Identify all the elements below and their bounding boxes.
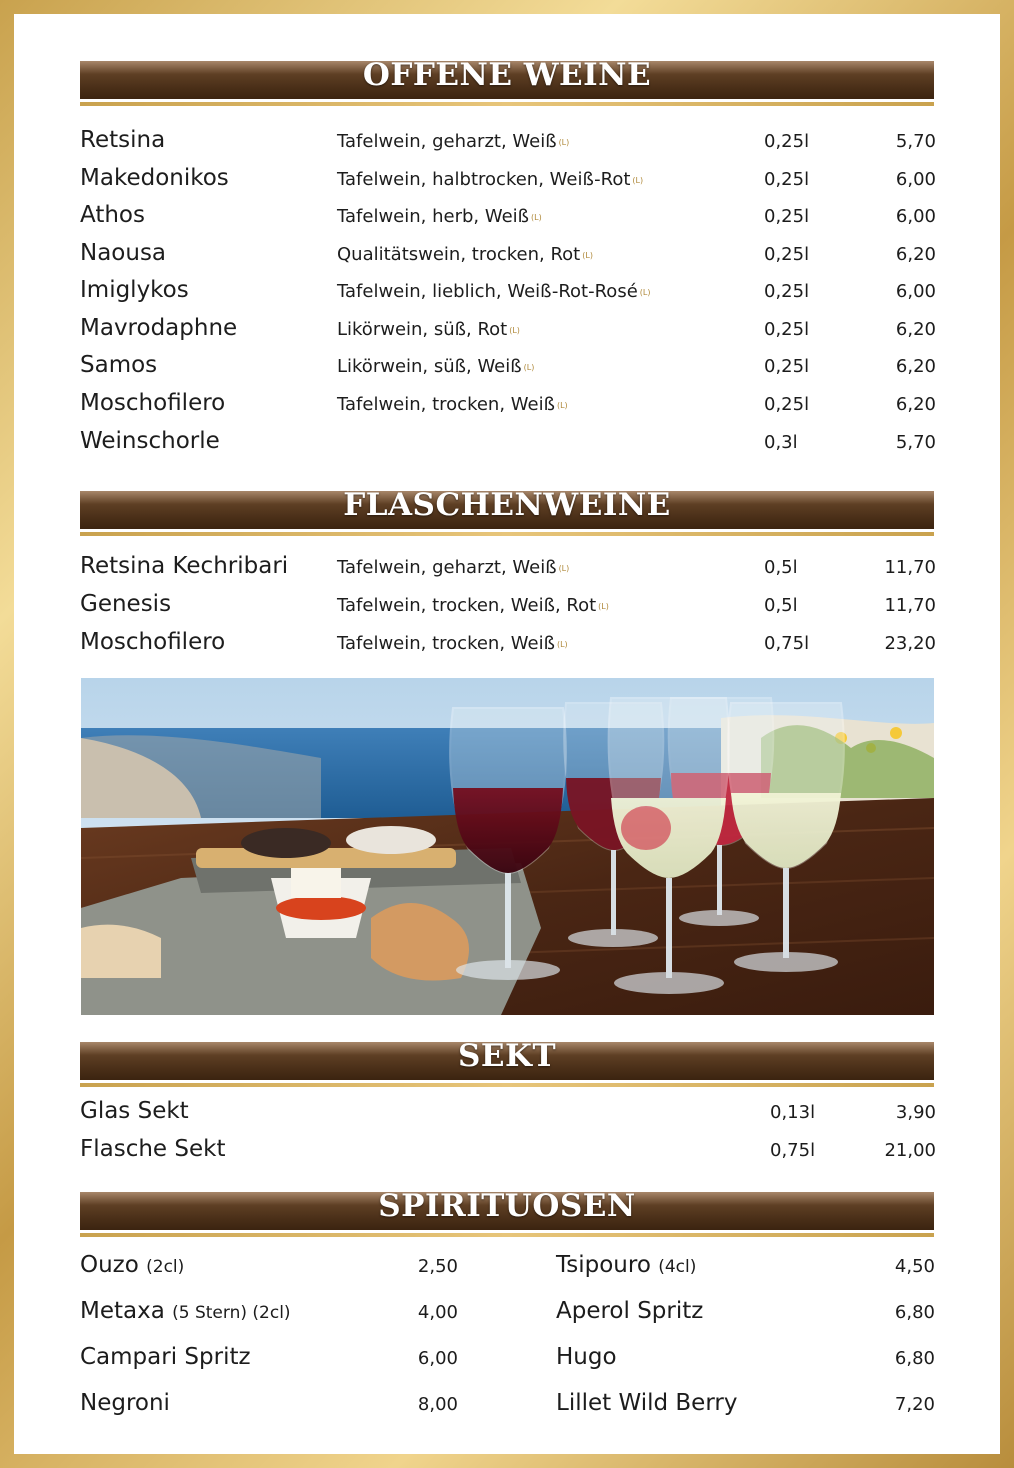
- wine-desc: Likörwein, süß, Rot (L): [337, 319, 520, 340]
- spirit-name: Metaxa (5 Stern) (2cl): [80, 1298, 291, 1324]
- wine-price: 6,00: [895, 206, 936, 227]
- wine-desc: Tafelwein, lieblich, Weiß-Rot-Rosé (L): [337, 281, 651, 302]
- wine-name: Naousa: [80, 240, 167, 266]
- wine-price: 6,00: [895, 169, 936, 190]
- wine-name: Moschofilero: [80, 390, 226, 416]
- wine-desc: Tafelwein, geharzt, Weiß (L): [337, 557, 570, 578]
- wine-volume: 0,25l: [764, 169, 810, 190]
- wine-desc: Tafelwein, trocken, Weiß, Rot (L): [337, 595, 609, 616]
- sekt-row: [80, 1136, 940, 1172]
- sekt-name: Glas Sekt: [80, 1098, 189, 1124]
- spirit-row: [80, 1298, 458, 1338]
- section-title: SEKT: [457, 1038, 557, 1074]
- allergen-tag: (L): [632, 175, 644, 185]
- spirit-price: 2,50: [417, 1256, 458, 1277]
- section-header-offene-weine: [80, 57, 934, 111]
- spirit-name: Campari Spritz: [80, 1344, 251, 1370]
- wine-volume: 0,25l: [764, 244, 810, 265]
- sekt-volume: 0,75l: [770, 1140, 816, 1161]
- wine-row: [80, 553, 940, 589]
- spirit-price: 4,50: [894, 1256, 935, 1277]
- wine-volume: 0,25l: [764, 356, 810, 377]
- wine-price: 11,70: [884, 557, 936, 578]
- wine-row: [80, 202, 940, 238]
- wine-volume: 0,25l: [764, 394, 810, 415]
- wine-row: [80, 591, 940, 627]
- header-gold-line: [80, 532, 934, 536]
- allergen-tag: (L): [558, 137, 570, 147]
- wine-name: Genesis: [80, 591, 172, 617]
- wine-row: [80, 240, 940, 276]
- allergen-tag: (L): [558, 563, 570, 573]
- wine-row: [80, 127, 940, 163]
- wine-price: 6,20: [895, 356, 936, 377]
- wine-desc: Likörwein, süß, Weiß (L): [337, 356, 535, 377]
- wine-price: 5,70: [895, 131, 936, 152]
- wine-volume: 0,25l: [764, 281, 810, 302]
- wine-desc: Tafelwein, geharzt, Weiß (L): [337, 131, 570, 152]
- section-title: OFFENE WEINE: [362, 57, 652, 93]
- spirit-name: Lillet Wild Berry: [556, 1390, 738, 1416]
- spirit-row: [80, 1390, 458, 1430]
- wine-desc: Tafelwein, trocken, Weiß (L): [337, 394, 568, 415]
- wine-price: 6,20: [895, 394, 936, 415]
- wine-name: Makedonikos: [80, 165, 229, 191]
- sekt-name: Flasche Sekt: [80, 1136, 226, 1162]
- wine-price: 11,70: [884, 595, 936, 616]
- wine-name: Retsina Kechribari: [80, 553, 289, 579]
- spirit-price: 6,80: [894, 1302, 935, 1323]
- allergen-tag: (L): [531, 212, 542, 222]
- wine-desc: Tafelwein, halbtrocken, Weiß-Rot (L): [337, 169, 644, 190]
- allergen-tag: (L): [556, 639, 568, 649]
- section-title: FLASCHENWEINE: [343, 487, 671, 523]
- wine-price: 5,70: [895, 432, 936, 453]
- wine-row: [80, 352, 940, 388]
- header-gold-line: [80, 102, 934, 106]
- wine-name: Athos: [80, 202, 145, 228]
- allergen-tag: (L): [582, 250, 593, 260]
- allergen-tag: (L): [556, 400, 568, 410]
- spirit-price: 7,20: [894, 1394, 935, 1415]
- wine-row: [80, 390, 940, 426]
- wine-volume: 0,75l: [764, 633, 810, 654]
- sekt-price: 21,00: [884, 1140, 936, 1161]
- header-gold-line: [80, 1233, 934, 1237]
- wine-glasses-photo: [81, 678, 934, 1015]
- wine-name: Samos: [80, 352, 158, 378]
- wine-name: Imiglykos: [80, 277, 189, 303]
- wine-row: [80, 165, 940, 201]
- menu-page: [14, 14, 1000, 1454]
- wine-name: Moschofilero: [80, 629, 226, 655]
- sekt-price: 3,90: [895, 1102, 936, 1123]
- wine-price: 6,20: [895, 319, 936, 340]
- spirit-row: [556, 1344, 935, 1384]
- wine-desc: Tafelwein, trocken, Weiß (L): [337, 633, 568, 654]
- wine-glasses-illustration: [81, 678, 934, 1015]
- allergen-tag: (L): [598, 601, 609, 611]
- allergen-tag: (L): [639, 287, 651, 297]
- wine-volume: 0,3l: [764, 432, 798, 453]
- wine-row: [80, 277, 940, 313]
- wine-price: 23,20: [884, 633, 936, 654]
- section-title: SPIRITUOSEN: [378, 1188, 636, 1224]
- spirit-name: Tsipouro (4cl): [556, 1252, 697, 1278]
- sekt-volume: 0,13l: [770, 1102, 816, 1123]
- wine-volume: 0,25l: [764, 131, 810, 152]
- section-header-spirituosen: [80, 1188, 934, 1242]
- wine-volume: 0,25l: [764, 319, 810, 340]
- wine-volume: 0,5l: [764, 557, 798, 578]
- spirit-name: Negroni: [80, 1390, 170, 1416]
- header-gold-line: [80, 1083, 934, 1087]
- spirit-row: [556, 1390, 935, 1430]
- spirit-name: Hugo: [556, 1344, 617, 1370]
- spirit-row: [556, 1298, 935, 1338]
- wine-price: 6,20: [895, 244, 936, 265]
- spirit-row: [556, 1252, 935, 1292]
- section-header-sekt: [80, 1038, 934, 1092]
- spirit-name: Aperol Spritz: [556, 1298, 704, 1324]
- spirit-row: [80, 1344, 458, 1384]
- spirit-price: 4,00: [417, 1302, 458, 1323]
- spirit-name: Ouzo (2cl): [80, 1252, 185, 1278]
- wine-name: Weinschorle: [80, 428, 220, 454]
- spirit-price: 8,00: [417, 1394, 458, 1415]
- wine-name: Mavrodaphne: [80, 315, 238, 341]
- wine-desc: Tafelwein, herb, Weiß (L): [337, 206, 542, 227]
- allergen-tag: (L): [523, 362, 535, 372]
- wine-volume: 0,5l: [764, 595, 798, 616]
- wine-volume: 0,25l: [764, 206, 810, 227]
- wine-row: [80, 315, 940, 351]
- allergen-tag: (L): [509, 325, 520, 335]
- wine-row: [80, 629, 940, 665]
- wine-name: Retsina: [80, 127, 166, 153]
- wine-price: 6,00: [895, 281, 936, 302]
- wine-desc: Qualitätswein, trocken, Rot (L): [337, 244, 593, 265]
- spirit-price: 6,80: [894, 1348, 935, 1369]
- wine-row: [80, 428, 940, 464]
- spirit-price: 6,00: [417, 1348, 458, 1369]
- sekt-row: [80, 1098, 940, 1134]
- spirit-row: [80, 1252, 458, 1292]
- section-header-flaschenweine: [80, 487, 934, 541]
